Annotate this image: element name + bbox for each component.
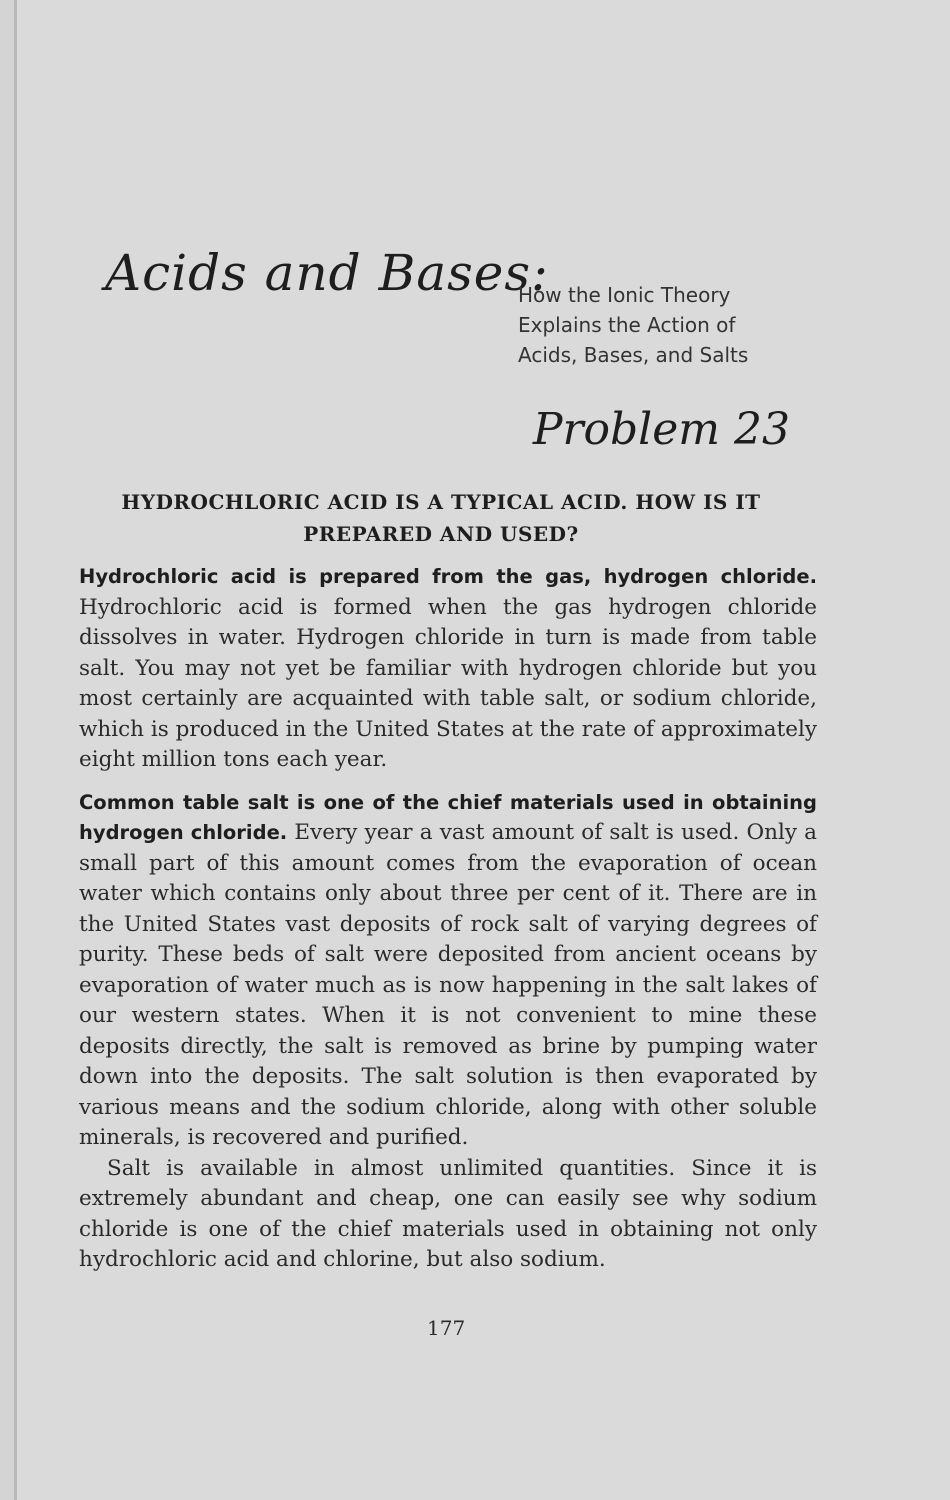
paragraph-text: Hydrochloric acid is formed when the gas hydrogen chloride dissolves in water. Hydrogen chloride in turn is made from table salt. You may not yet be familiar with hydrogen chloride but you most certainly are acquainted with table salt, or sodium chloride, which is produced in the United States at the rate of approximately eight million tons each year. [79, 594, 817, 772]
heading-line-1: HYDROCHLORIC ACID IS A TYPICAL ACID. HOW IS IT [121, 490, 761, 514]
paragraph-text: Every year a vast amount of salt is used. Only a small part of this amount comes from the evaporation of ocean water which contains only about three per cent of it. There are in the United States vast deposits of rock salt of varying degrees of purity. These beds of salt were deposited from ancient oceans by evaporation of water much as is now happening in the salt lakes of our western states. When it is not convenient to mine these deposits directly, the salt is removed as brine by pumping water down into the deposits. The salt solution is then evaporated by various means and the sodium chloride, along with other soluble minerals, is recovered and purified. [79, 820, 817, 1150]
paragraph-lead: Hydrochloric acid is prepared from the gas, hydrogen chloride. [79, 565, 817, 588]
section-heading [79, 486, 803, 550]
problem-label: Problem 23 [532, 404, 790, 455]
heading-line-2: PREPARED AND USED? [303, 522, 579, 546]
paragraph [79, 562, 817, 776]
paragraph-lead: Common table salt is one of the chief materials used in obtaining hydrogen chloride. [79, 790, 817, 844]
body-text [79, 562, 817, 1288]
paragraph-text: Salt is available in almost unlimited quantities. Since it is extremely abundant and cheap, one can easily see why sodium chloride is one of the chief materials used in obtaining not only hydrochloric acid and chlorine, but also sodium. [79, 1155, 817, 1272]
chapter-script-title: Acids and Bases: [105, 244, 549, 302]
page-number: 177 [427, 1316, 466, 1340]
subtitle-line: Acids, Bases, and Salts [518, 343, 749, 367]
paragraph [79, 788, 817, 1154]
chapter-header [105, 236, 805, 376]
chapter-subtitle [518, 280, 808, 370]
book-page [14, 0, 950, 1500]
subtitle-line: Explains the Action of [518, 313, 736, 337]
subtitle-line: How the Ionic Theory [518, 283, 731, 307]
paragraph [79, 1154, 817, 1276]
